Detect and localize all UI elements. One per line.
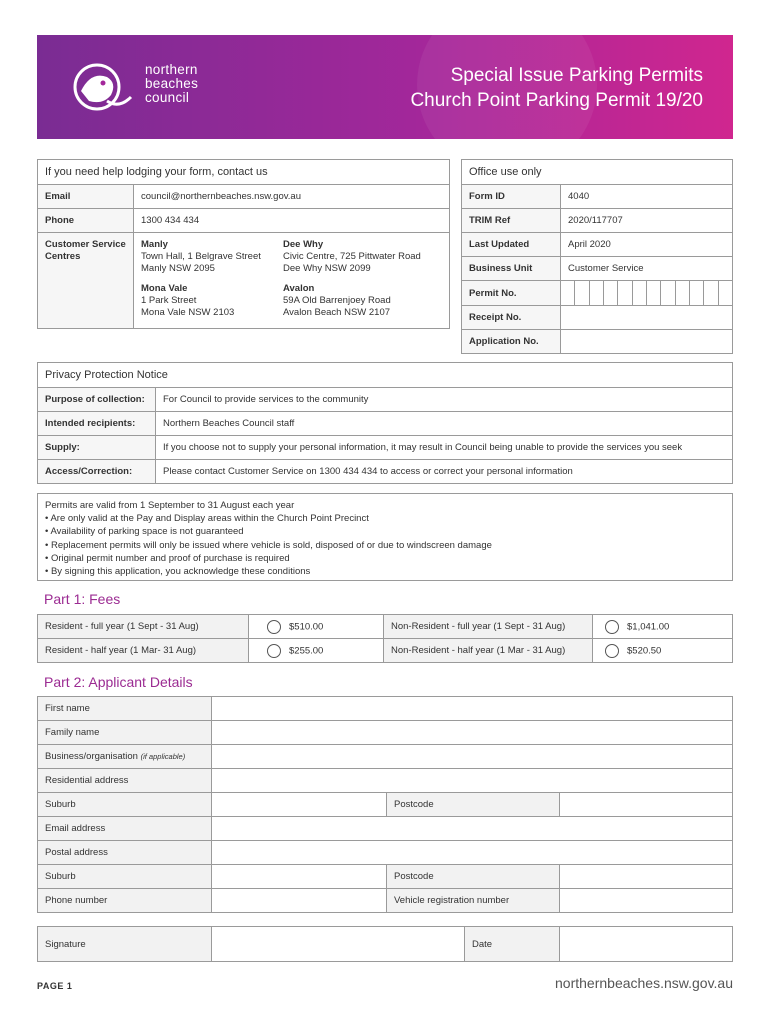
postal-suburb-label: Suburb [38, 865, 212, 889]
form-subtitle: Church Point Parking Permit 19/20 [410, 90, 703, 111]
residential-address-label: Residential address [38, 769, 212, 793]
permit-no-label: Permit No. [462, 281, 561, 306]
date-label: Date [465, 927, 560, 962]
logo-wordmark [145, 63, 198, 105]
application-no-label: Application No. [462, 330, 561, 354]
suburb-field[interactable] [212, 793, 387, 817]
postcode-label: Postcode [387, 793, 560, 817]
vehicle-registration-label: Vehicle registration number [387, 889, 560, 913]
phone-label: Phone [38, 209, 134, 233]
purpose-label: Purpose of collection: [38, 388, 156, 412]
application-no-field[interactable] [561, 330, 733, 354]
form-title: Special Issue Parking Permits [450, 65, 703, 86]
privacy-heading: Privacy Protection Notice [38, 363, 733, 388]
office-heading: Office use only [462, 160, 733, 185]
email-label: Email [38, 185, 134, 209]
council-logo-icon [67, 57, 147, 117]
form-id-label: Form ID [462, 185, 561, 209]
business-unit-value: Customer Service [561, 257, 733, 281]
nonresident-half-radio[interactable] [605, 644, 619, 658]
footer-website[interactable]: northernbeaches.nsw.gov.au [555, 975, 733, 991]
condition-line: • Availability of parking space is not guaranteed [45, 526, 244, 538]
header-banner [37, 35, 733, 139]
phone-value[interactable]: 1300 434 434 [134, 209, 450, 233]
receipt-no-field[interactable] [561, 306, 733, 330]
supply-value: If you choose not to supply your personal information, it may result in Council being unable to provide the services you seek [156, 436, 733, 460]
help-contact-table [37, 159, 450, 329]
business-field[interactable] [212, 745, 733, 769]
recipients-value: Northern Beaches Council staff [156, 412, 733, 436]
postal-suburb-field[interactable] [212, 865, 387, 889]
nonresident-half-option[interactable]: $520.50 [593, 639, 733, 663]
fees-table [37, 614, 733, 663]
date-field[interactable] [560, 927, 733, 962]
postcode-field[interactable] [560, 793, 733, 817]
permit-no-field[interactable] [561, 281, 733, 306]
fees-heading: Part 1: Fees [44, 591, 121, 607]
help-heading: If you need help lodging your form, contact us [38, 160, 450, 185]
centres-list [134, 233, 450, 329]
logo-line: council [145, 90, 190, 105]
vehicle-registration-field[interactable] [560, 889, 733, 913]
supply-label: Supply: [38, 436, 156, 460]
receipt-no-label: Receipt No. [462, 306, 561, 330]
access-value: Please contact Customer Service on 1300 434 434 to access or correct your personal information [156, 460, 733, 484]
logo-line: beaches [145, 76, 199, 91]
page-number: PAGE 1 [37, 981, 73, 991]
permit-no-boxes[interactable] [561, 281, 732, 305]
postal-postcode-label: Postcode [387, 865, 560, 889]
centres-label: Customer Service Centres [38, 233, 134, 329]
condition-line: • By signing this application, you acknowledge these conditions [45, 566, 311, 578]
last-updated-label: Last Updated [462, 233, 561, 257]
purpose-value: For Council to provide services to the community [156, 388, 733, 412]
signature-table [37, 926, 733, 962]
condition-line: • Replacement permits will only be issued where vehicle is sold, disposed of or due to windscreen damage [45, 539, 492, 551]
first-name-field[interactable] [212, 697, 733, 721]
resident-full-radio[interactable] [267, 620, 281, 634]
nonresident-full-label: Non-Resident - full year (1 Sept - 31 Aug) [384, 615, 593, 639]
email-address-field[interactable] [212, 817, 733, 841]
signature-field[interactable] [212, 927, 465, 962]
access-label: Access/Correction: [38, 460, 156, 484]
first-name-label: First name [38, 697, 212, 721]
applicant-heading: Part 2: Applicant Details [44, 674, 193, 690]
business-label: Business/organisation (if applicable) [38, 745, 212, 769]
phone-number-field[interactable] [212, 889, 387, 913]
signature-label: Signature [38, 927, 212, 962]
privacy-notice-table [37, 362, 733, 484]
last-updated-value: April 2020 [561, 233, 733, 257]
applicant-details-table [37, 696, 733, 913]
header-swoosh-decoration [417, 35, 597, 139]
centre-avalon: Avalon 59A Old Barrenjoey Road Avalon Beach NSW 2107 [283, 283, 391, 318]
condition-line: Permits are valid from 1 September to 31 August each year [45, 500, 295, 511]
centre-manly: Manly Town Hall, 1 Belgrave Street Manly NSW 2095 [141, 239, 261, 274]
family-name-label: Family name [38, 721, 212, 745]
residential-address-field[interactable] [212, 769, 733, 793]
resident-half-label: Resident - half year (1 Mar- 31 Aug) [38, 639, 249, 663]
centre-mona-vale: Mona Vale 1 Park Street Mona Vale NSW 2103 [141, 283, 235, 318]
centre-dee-why: Dee Why Civic Centre, 725 Pittwater Road Dee Why NSW 2099 [283, 239, 421, 274]
logo-line: northern [145, 62, 198, 77]
permit-conditions [37, 493, 733, 581]
condition-line: • Original permit number and proof of purchase is required [45, 552, 290, 564]
resident-full-option[interactable]: $510.00 [249, 615, 384, 639]
postal-address-label: Postal address [38, 841, 212, 865]
family-name-field[interactable] [212, 721, 733, 745]
resident-half-option[interactable]: $255.00 [249, 639, 384, 663]
resident-full-label: Resident - full year (1 Sept - 31 Aug) [38, 615, 249, 639]
phone-number-label: Phone number [38, 889, 212, 913]
trim-ref-label: TRIM Ref [462, 209, 561, 233]
postal-address-field[interactable] [212, 841, 733, 865]
postal-postcode-field[interactable] [560, 865, 733, 889]
suburb-label: Suburb [38, 793, 212, 817]
condition-line: • Are only valid at the Pay and Display areas within the Church Point Precinct [45, 513, 369, 525]
email-address-label: Email address [38, 817, 212, 841]
resident-half-radio[interactable] [267, 644, 281, 658]
nonresident-half-label: Non-Resident - half year (1 Mar - 31 Aug) [384, 639, 593, 663]
form-id-value: 4040 [561, 185, 733, 209]
email-value[interactable]: council@northernbeaches.nsw.gov.au [134, 185, 450, 209]
trim-ref-value: 2020/117707 [561, 209, 733, 233]
office-use-table [461, 159, 733, 354]
nonresident-full-option[interactable]: $1,041.00 [593, 615, 733, 639]
recipients-label: Intended recipients: [38, 412, 156, 436]
nonresident-full-radio[interactable] [605, 620, 619, 634]
business-unit-label: Business Unit [462, 257, 561, 281]
